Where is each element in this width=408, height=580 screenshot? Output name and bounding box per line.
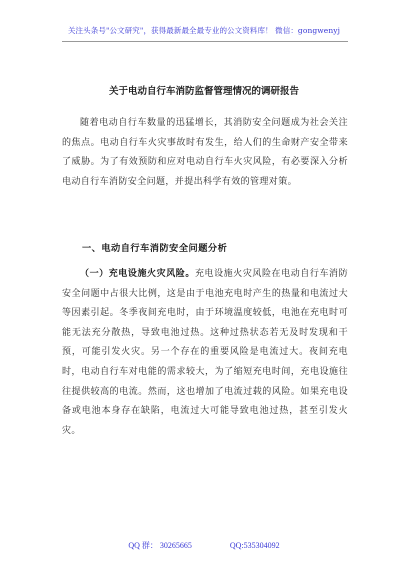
subsection-paragraph bbox=[62, 265, 348, 441]
subsection-body: 充电设施火灾风险在电动自行车消防安全问题中占很大比例，这是由于电池充电时产生的热量和电流过大等因素引起。冬季夜间充电时，由于环境温度较低，电池在充电时可能无法充分散热，导致电池过热。这种过热状态若无及时发现和干预，可能引发火灾。另一个存在的重要风险是电流过大。夜间充电时，电动自行车对电能的需求较大，为了缩短充电时间，充电设施往往提供较高的电流。然而，这也增加了电流过载的风险。如果充电设备或电池本身存在缺陷，电流过大可能导致电池过热，甚至引发火灾。 bbox=[62, 269, 348, 436]
header-divider bbox=[62, 41, 348, 42]
section-heading: 一、电动自行车消防安全问题分析 bbox=[82, 243, 228, 254]
intro-paragraph: 随着电动自行车数量的迅猛增长，其消防安全问题成为社会关注的焦点。电动自行车火灾事故时有发生，给人们的生命财产安全带来了威胁。为了有效预防和应对电动自行车火灾风险，有必要深入分析电动自行车消防安全问题，并提出科学有效的管理对策。 bbox=[62, 118, 348, 187]
footer-qq-number: QQ:535304092 bbox=[229, 541, 280, 550]
document-title: 关于电动自行车消防监督管理情况的调研报告 bbox=[108, 86, 299, 97]
header-banner: 关注头条号"公文研究"，获得最新最全最专业的公文资料库！ 微信：gongwenyj bbox=[67, 26, 341, 35]
subsection-lead: （一）充电设施火灾风险。 bbox=[80, 269, 195, 279]
footer-contact bbox=[0, 540, 408, 551]
footer-qq-group: QQ 群： 30265665 bbox=[128, 541, 192, 550]
